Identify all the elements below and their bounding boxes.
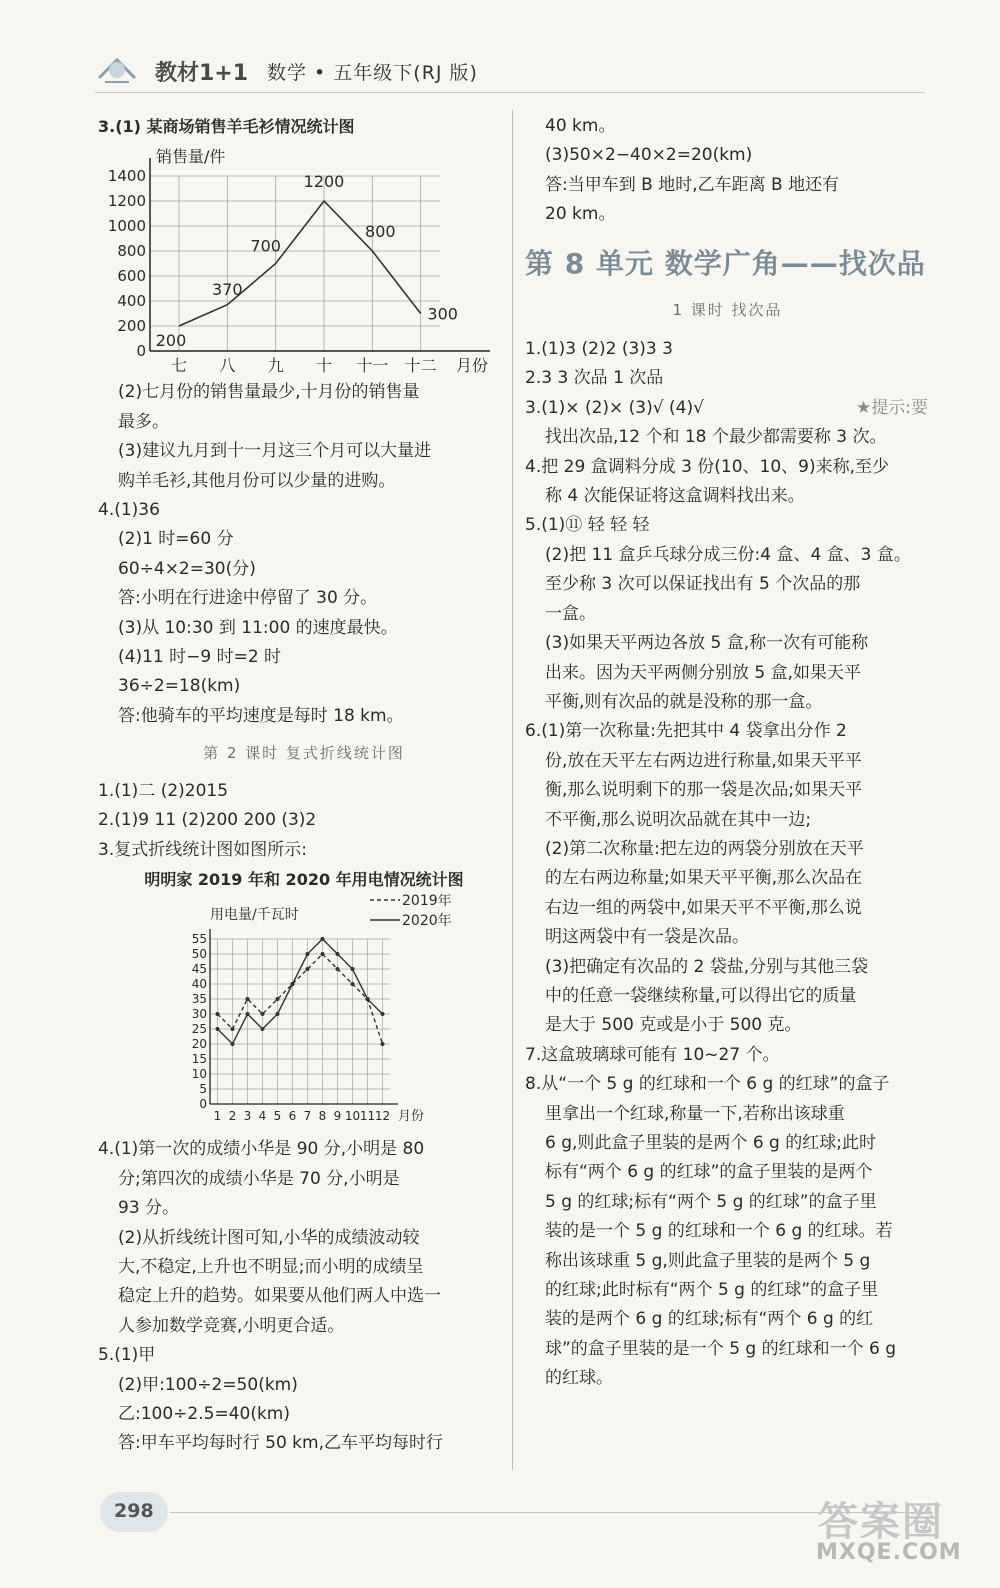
answer-line: 找出次品,12 个和 18 个最少都需要称 3 次。 [545,427,887,448]
answer-line: (3)从 10:30 到 11:00 的速度最快。 [118,617,398,638]
answer-line: 至少称 3 次可以保证找出有 5 个次品的那 [545,574,861,595]
answer-line: 乙:100÷2.5=40(km) [118,1403,291,1424]
y-tick-label: 20 [191,1037,207,1052]
answer-line: 4.(1)36 [98,500,160,521]
data-point [366,997,370,1001]
sales-line [179,201,421,326]
answer-line: 7.这盒玻璃球可能有 10~27 个。 [525,1044,780,1065]
x-tick-label: 十二 [404,356,437,374]
data-point [261,1012,265,1016]
data-label: 370 [212,280,243,300]
answer-line: 大,不稳定,上升也不明显;而小明的成绩呈 [118,1256,424,1277]
answer-line: (3)如果天平两边各放 5 盒,称一次有可能称 [545,633,869,654]
data-point [276,997,280,1001]
series-line-2020年 [218,939,383,1044]
book-subtitle: 数学 • 五年级下(RJ 版) [267,62,478,84]
left-column [98,112,510,1459]
lesson-1-title: 1 课时 找次品 [672,300,783,319]
answer-line: 人参加数学竞赛,小明更合适。 [118,1315,345,1336]
answer-line: 分;第四次的成绩小华是 70 分,小明是 [118,1168,400,1189]
answer-line: (2)把 11 盒乒乓球分成三份:4 盒、4 盒、3 盒。 [545,544,911,565]
answer-line: 5.(1)甲 [98,1345,156,1366]
y-tick-label: 1400 [107,167,146,186]
x-tick-label: 10 [344,1109,361,1124]
y-tick-label: 15 [191,1052,207,1067]
data-label: 300 [427,304,458,324]
answer-line: 答:他骑车的平均速度是每时 18 km。 [118,705,404,726]
answer-line: 的左右两边称量;如果天平平衡,那么次品在 [545,868,863,889]
answer-line: (3)50×2−40×2=20(km) [545,145,753,166]
y-axis-label: 销售量/件 [156,147,226,167]
page-number: 298 [114,1500,154,1522]
book-logo-icon [95,48,139,88]
answer-line: (2)第二次称量:把左边的两袋分别放在天平 [545,838,864,859]
unit-8-answers-b [525,423,930,1393]
data-point [351,967,355,971]
answer-line: 3.复式折线统计图如图所示: [98,839,307,860]
x-tick-label: 十 [315,356,333,374]
y-tick-label: 400 [117,292,146,311]
answer-line: 出来。因为天平两侧分别放 5 盒,如果天平 [545,662,862,683]
answer-line: (2)从折线统计图可知,小华的成绩波动较 [118,1227,420,1248]
x-axis-label: 月份 [456,356,489,374]
answer-line: 2.3 3 次品 1 次品 [525,368,664,389]
answer-line: 中的任意一袋继续称量,可以得出它的质量 [545,985,857,1006]
brand-title: 教材1+1 [155,61,249,86]
data-point [381,1012,385,1016]
y-tick-label: 600 [117,267,146,286]
y-tick-label: 25 [191,1022,207,1037]
x-axis-label: 月份 [398,1109,425,1125]
answer-line: 5 g 的红球;标有“两个 5 g 的红球”的盒子里 [545,1191,877,1212]
data-point [321,952,325,956]
page-header [95,48,925,93]
y-tick-label: 55 [191,932,207,947]
y-tick-label: 800 [117,242,146,261]
answer-line: 答:当甲车到 B 地时,乙车距离 B 地还有 [545,174,840,195]
site-watermark [806,1488,986,1578]
x-tick-label: 11 [359,1109,376,1124]
answer-line: 稳定上升的趋势。如果要从他们两人中选一 [118,1286,441,1307]
answer-line: 称出该球重 5 g,则此盒子里装的是两个 5 g [545,1250,871,1271]
lesson-2-title: 第 2 课时 复式折线统计图 [203,744,405,763]
answer-line: (3)建议九月到十一月这三个月可以大量进 [118,441,432,462]
legend-label: 2020年 [402,913,452,930]
answer-line: 5.(1)⑪ 轻 轻 轻 [525,515,650,536]
x-tick-label: 九 [267,356,284,374]
answer-line: 2.(1)9 11 (2)200 200 (3)2 [98,810,317,831]
data-point [351,982,355,986]
answer-line: 20 km。 [545,204,616,225]
answer-line: 6 g,则此盒子里装的是两个 6 g 的红球;此时 [545,1133,876,1153]
answer-line: (4)11 时−9 时=2 时 [118,647,282,668]
y-tick-label: 50 [191,947,207,962]
y-tick-label: 45 [191,962,207,977]
sweater-sales-chart [98,141,508,373]
data-point [336,952,340,956]
y-tick-label: 30 [191,1007,207,1022]
answer-line: 60÷4×2=30(分) [118,558,256,579]
answer-line: 4.把 29 盒调料分成 3 份(10、10、9)来称,至少 [525,456,890,477]
answer-line: (2)七月份的销售量最少,十月份的销售量 [118,382,420,403]
y-tick-label: 200 [117,317,146,336]
data-point [336,967,340,971]
answer-line: 一盒。 [545,603,596,624]
q3-line [525,394,930,423]
data-label: 700 [250,236,281,256]
answer-line: 称 4 次能保证将这盒调料找出来。 [545,486,805,507]
data-point [246,997,250,1001]
data-label: 1200 [303,172,345,192]
page-number-badge [100,1492,168,1532]
answer-line: (2)1 时=60 分 [118,529,234,550]
data-point [216,1012,220,1016]
x-tick-label: 5 [273,1109,282,1124]
data-point [381,1042,385,1046]
y-tick-label: 1200 [107,192,146,211]
answer-line: 份,放在天平左右两边进行称量,如果天平平 [545,750,862,771]
answer-line: 36÷2=18(km) [118,676,241,697]
answer-line: 40 km。 [545,116,616,136]
q4-5-answers [98,1135,510,1458]
q3-answers [98,378,510,496]
q3-chart-title: 3.(1) 某商场销售羊毛衫情况统计图 [98,117,355,136]
answer-line: 球”的盒子里装的是一个 5 g 的红球和一个 6 g [545,1338,897,1359]
y-tick-label: 1000 [107,217,146,236]
answer-line: (2)甲:100÷2=50(km) [118,1374,298,1395]
electricity-chart-title: 明明家 2019 年和 2020 年用电情况统计图 [144,869,464,889]
legend-label: 2019年 [402,894,452,910]
answer-line: 最多。 [118,411,169,432]
hint-label: ★提示:要 [856,397,928,418]
q4-answers [98,496,510,731]
x-tick-label: 9 [333,1109,342,1124]
q3-judgements: 3.(1)× (2)× (3)√ (4)√ [525,397,704,418]
column-divider [512,110,513,1470]
data-label: 800 [365,222,396,242]
x-tick-label: 2 [228,1109,237,1124]
y-tick-label: 10 [191,1067,207,1082]
data-point [291,982,295,986]
answer-line: 平衡,则有次品的就是没称的那一盒。 [545,691,823,712]
x-tick-label: 1 [213,1109,222,1124]
y-axis-label: 用电量/千瓦时 [210,907,299,924]
data-point [216,1027,220,1031]
right-top-answers [525,112,930,230]
x-tick-label: 八 [219,356,236,374]
answer-line: 93 分。 [118,1198,180,1219]
y-tick-label: 35 [191,992,207,1007]
answer-line: 6.(1)第一次称量:先把其中 4 袋拿出分作 2 [525,721,847,742]
y-tick-label: 0 [136,342,146,361]
x-tick-label: 7 [303,1109,312,1124]
answer-line: 不平衡,那么说明次品就在其中一边; [545,809,812,830]
x-tick-label: 6 [288,1109,297,1124]
x-tick-label: 3 [243,1109,252,1124]
answer-line: 是大于 500 克或是小于 500 克。 [545,1015,802,1036]
answer-line: (3)把确定有次品的 2 袋盐,分别与其他三袋 [545,956,869,977]
answer-line: 右边一组的两袋中,如果天平不平衡,那么说 [545,897,862,918]
answer-line: 的红球。 [545,1368,613,1389]
x-tick-label: 十一 [356,356,389,374]
answer-line: 装的是一个 5 g 的红球和一个 6 g 的红球。若 [545,1221,893,1242]
y-tick-label: 40 [191,977,207,992]
answer-line: 答:甲车平均每时行 50 km,乙车平均每时行 [118,1433,443,1454]
watermark-url: MXQE.COM [816,1540,962,1565]
answer-line: 购羊毛衫,其他月份可以少量的进购。 [118,470,396,491]
data-point [261,1027,265,1031]
answer-line: 衡,那么说明剩下的那一袋是次品;如果天平 [545,780,863,801]
answer-line: 装的是两个 6 g 的红球;标有“两个 6 g 的红 [545,1309,874,1330]
answer-line: 1.(1)3 (2)2 (3)3 3 [525,339,673,360]
data-point [231,1042,235,1046]
answer-line: 里拿出一个红球,称量一下,若称出该球重 [545,1103,845,1124]
right-column [525,112,930,1394]
x-tick-label: 8 [318,1109,327,1124]
watermark-logo-text: 答案圈 [818,1499,944,1545]
answer-line: 标有“两个 6 g 的红球”的盒子里装的是两个 [545,1162,873,1183]
y-tick-label: 5 [199,1082,207,1097]
y-tick-label: 0 [199,1097,207,1112]
answer-line: 4.(1)第一次的成绩小华是 90 分,小明是 80 [98,1139,425,1160]
unit-8-title: 第 8 单元 数学广角——找次品 [525,246,926,280]
data-label: 200 [155,331,187,351]
data-point [276,1012,280,1016]
electricity-chart [98,894,508,1130]
x-tick-label: 12 [374,1109,391,1124]
data-point [321,937,325,941]
answer-line: 1.(1)二 (2)2015 [98,780,229,801]
data-point [306,967,310,971]
x-tick-label: 4 [258,1109,267,1124]
unit-8-answers-a [525,335,930,394]
lesson-2-answers [98,777,510,865]
answer-line: 答:小明在行进途中停留了 30 分。 [118,588,378,609]
answer-line: 8.从“一个 5 g 的红球和一个 6 g 的红球”的盒子 [525,1074,890,1095]
data-point [306,952,310,956]
data-point [231,1027,235,1031]
answer-line: 明这两袋中有一袋是次品。 [545,927,749,948]
x-tick-label: 七 [170,356,188,374]
data-point [246,1012,250,1016]
answer-line: 的红球;此时标有“两个 5 g 的红球”的盒子里 [545,1280,879,1301]
